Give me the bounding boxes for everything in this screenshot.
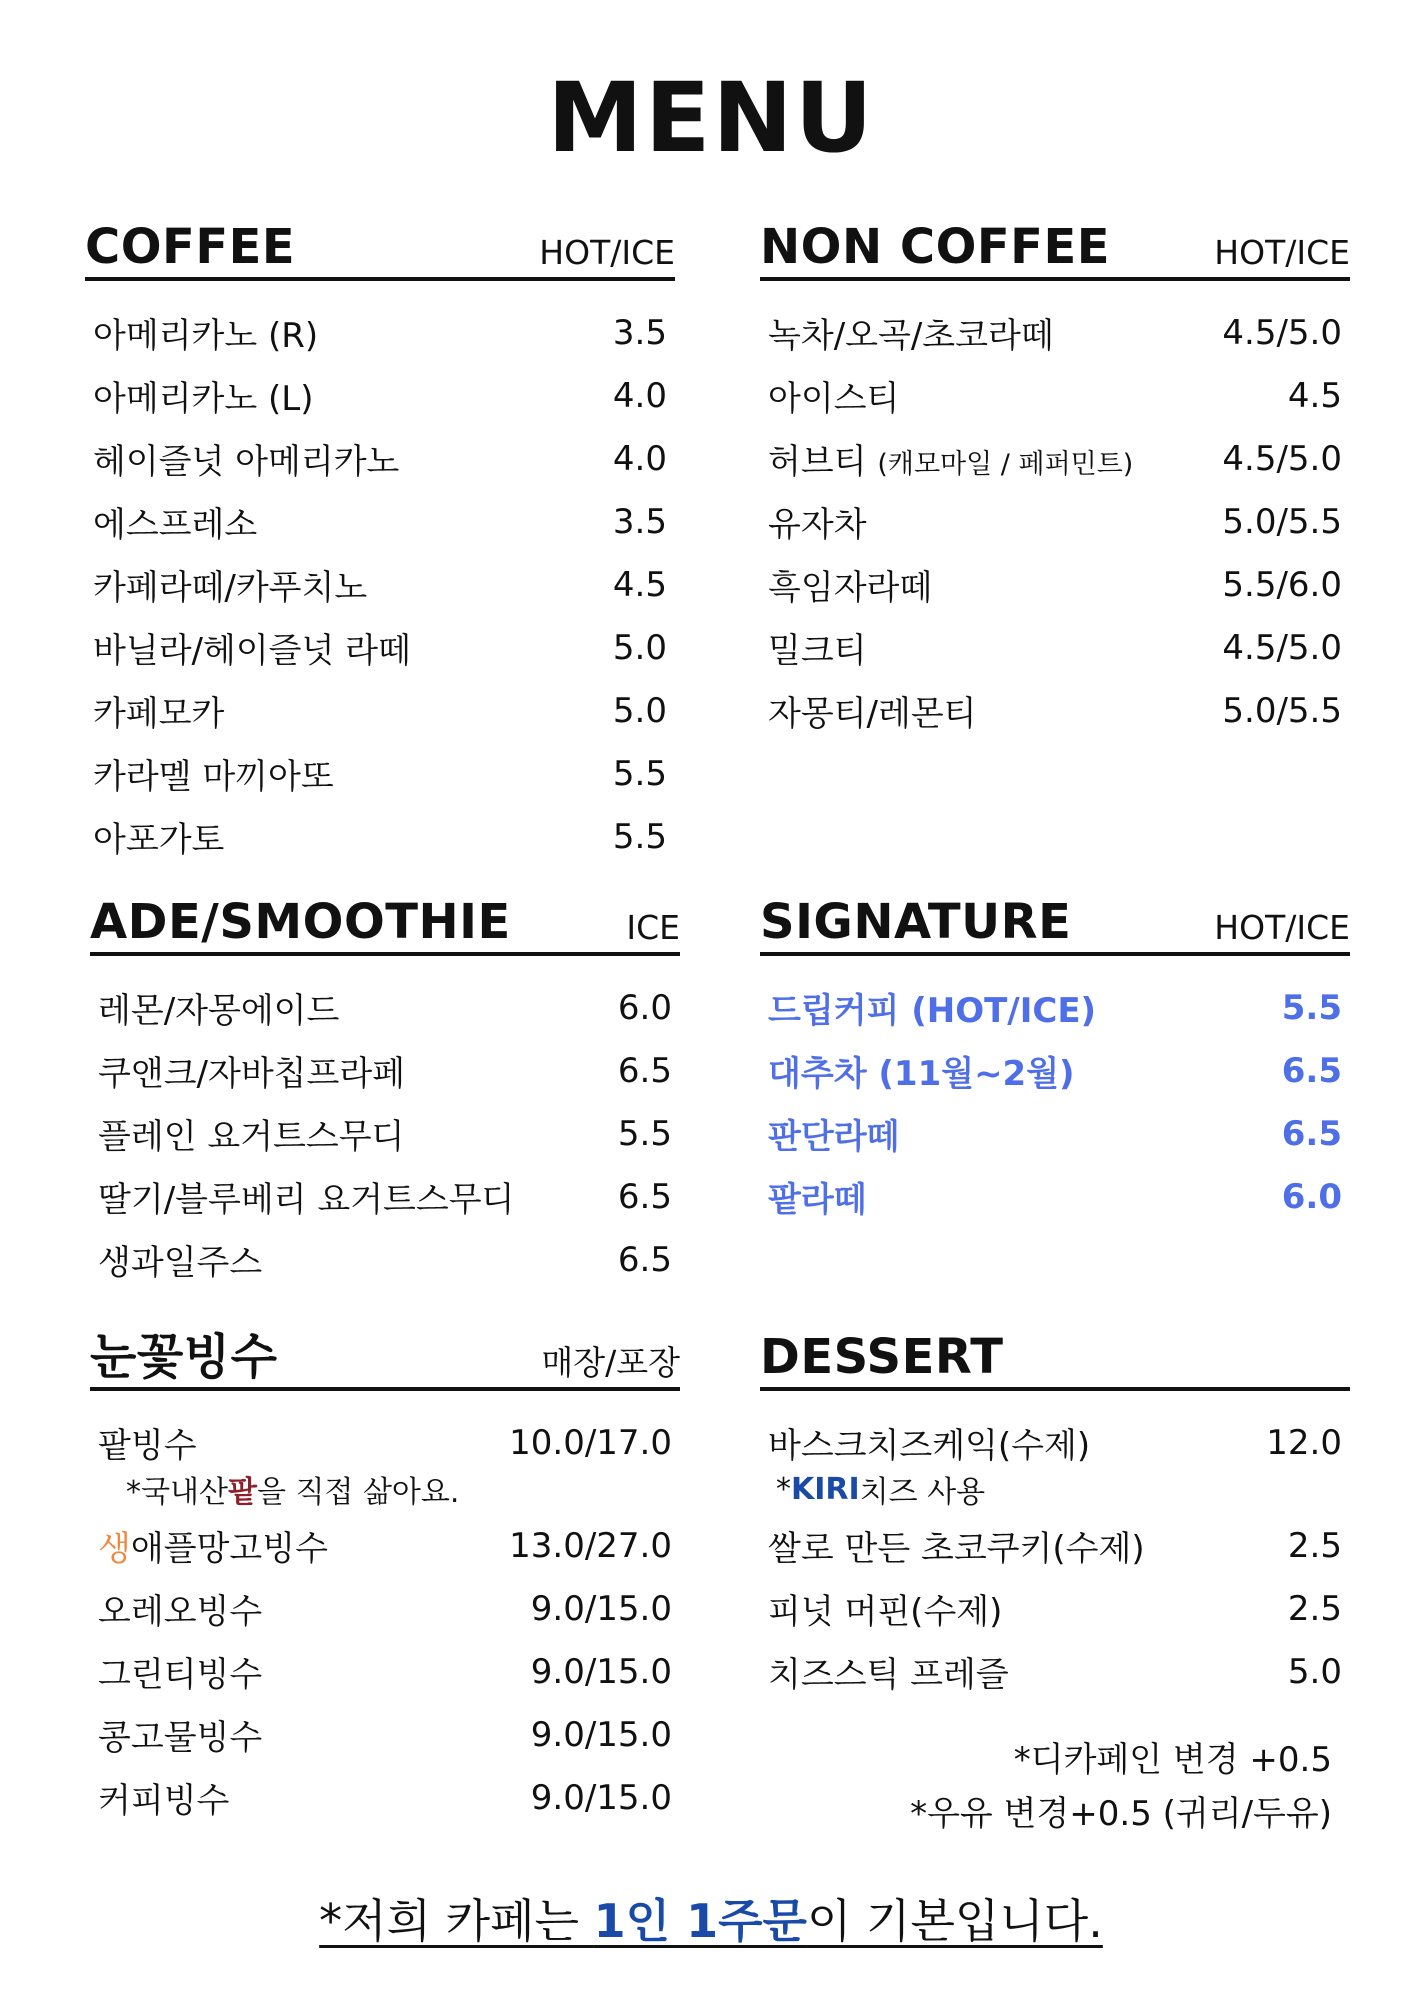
item-price: 6.5 [1281,1113,1342,1154]
coffee-item [85,805,675,868]
item-price: 4.5/5.0 [1222,438,1342,479]
signature-item [760,1039,1350,1102]
dessert-section [760,1325,1350,1703]
item-price: 6.0 [617,987,672,1028]
item-name: 플레인 요거트스무디 [98,1117,405,1157]
fresh-highlight: 생 [98,1529,131,1569]
milk-note: *우유 변경+0.5 (귀리/두유) [910,1794,1332,1834]
coffee-item [85,553,675,616]
signature-temp-label: HOT/ICE [1214,908,1350,947]
item-name: 커피빙수 [98,1781,230,1821]
item-name: 팥빙수 [98,1426,197,1466]
signature-header [760,890,1350,956]
coffee-item [85,427,675,490]
coffee-item [85,616,675,679]
non-coffee-section [760,215,1350,742]
item-name: 유자차 [768,505,867,545]
item-name: 카페모카 [93,694,225,734]
signature-list [760,976,1350,1228]
signature-title: SIGNATURE [760,894,1072,950]
item-name: 피넛 머핀(수제) [768,1592,1003,1632]
item-price: 10.0/17.0 [509,1422,672,1463]
coffee-item [85,364,675,427]
item-price: 5.5 [612,753,667,794]
item-price: 5.0 [1287,1651,1342,1692]
item-subtext: (캐모마일 / 페퍼민트) [877,449,1134,480]
item-name: 에스프레소 [93,505,258,545]
option-footnotes [910,1733,1332,1841]
non-coffee-title: NON COFFEE [760,219,1111,275]
menu-title: MENU [547,62,875,174]
non-coffee-list [760,301,1350,742]
non-coffee-item [760,616,1350,679]
item-price: 5.0 [612,627,667,668]
item-name: 쿠앤크/자바칩프라페 [98,1054,406,1094]
non-coffee-header [760,215,1350,281]
bingsu-title: 눈꽃빙수 [90,1329,278,1385]
item-price: 13.0/27.0 [509,1525,672,1566]
item-price: 4.5/5.0 [1222,627,1342,668]
ade-item [90,976,680,1039]
coffee-title: COFFEE [85,219,296,275]
item-name: 콩고물빙수 [98,1718,263,1758]
item-price: 9.0/15.0 [530,1777,672,1818]
signature-section [760,890,1350,1228]
item-name: 치즈스틱 프레즐 [768,1655,1009,1695]
item-price: 9.0/15.0 [530,1714,672,1755]
item-name: 판단라떼 [768,1117,900,1157]
item-price: 3.5 [612,501,667,542]
bingsu-item [90,1577,680,1640]
item-price: 4.0 [612,375,667,416]
dessert-header [760,1325,1350,1391]
dessert-note [760,1464,1350,1514]
item-name: 팥라떼 [768,1180,867,1220]
item-price: 5.5 [617,1113,672,1154]
policy-pre: *저희 카페는 [319,1894,594,1948]
item-price: 4.0 [612,438,667,479]
bingsu-item [90,1703,680,1766]
coffee-item [85,742,675,805]
note-text: *국내산 [126,1475,228,1510]
non-coffee-item [760,364,1350,427]
item-price: 5.0 [612,690,667,731]
item-price: 5.0/5.5 [1222,501,1342,542]
coffee-list [85,301,675,868]
bingsu-item [90,1766,680,1829]
item-price: 4.5 [612,564,667,605]
decaf-note: *디카페인 변경 +0.5 [1013,1740,1332,1780]
item-price: 9.0/15.0 [530,1588,672,1629]
item-price: 5.5 [612,816,667,857]
item-name: 자몽티/레몬티 [768,694,977,734]
ade-temp-label: ICE [626,908,680,947]
item-name: 카라멜 마끼아또 [93,757,334,797]
coffee-section [85,215,675,868]
item-price: 6.5 [617,1239,672,1280]
bingsu-header [90,1325,680,1391]
item-name: 흑임자라떼 [768,568,933,608]
item-price: 5.0/5.5 [1222,690,1342,731]
item-price: 4.5 [1287,375,1342,416]
item-price: 6.5 [617,1050,672,1091]
item-price: 2.5 [1287,1525,1342,1566]
note-text: * [776,1471,791,1507]
item-price: 5.5/6.0 [1222,564,1342,605]
non-coffee-item [760,301,1350,364]
ade-header [90,890,680,956]
signature-item [760,976,1350,1039]
note-highlight: 팥 [227,1475,257,1510]
item-name: 쌀로 만든 초코쿠키(수제) [768,1529,1145,1569]
coffee-item [85,490,675,553]
dessert-item [760,1514,1350,1577]
non-coffee-item [760,427,1350,490]
item-name: 헤이즐넛 아메리카노 [93,442,400,482]
item-price: 5.5 [1281,987,1342,1028]
ade-title: ADE/SMOOTHIE [90,894,511,950]
item-price: 3.5 [612,312,667,353]
dessert-title: DESSERT [760,1329,1004,1385]
order-policy [0,1885,1422,1951]
item-name: 허브티 [768,442,867,482]
item-name: 카페라떼/카푸치노 [93,568,368,608]
bingsu-item [90,1514,680,1577]
item-name-rest: 애플망고빙수 [130,1529,328,1569]
item-name: 레몬/자몽에이드 [98,991,340,1031]
item-price: 4.5/5.0 [1222,312,1342,353]
item-name: 녹차/오곡/초코라떼 [768,316,1054,356]
policy-post: 이 기본입니다. [806,1894,1103,1948]
item-name: 밀크티 [768,631,867,671]
coffee-temp-label: HOT/ICE [539,233,675,272]
note-text: 을 직접 삶아요. [256,1475,460,1510]
item-name: 바스크치즈케익(수제) [768,1426,1091,1466]
non-coffee-item [760,490,1350,553]
item-name [98,1521,328,1570]
coffee-header [85,215,675,281]
non-coffee-item [760,553,1350,616]
item-name: 드립커피 (HOT/ICE) [768,991,1097,1031]
item-name: 바닐라/헤이즐넛 라떼 [93,631,411,671]
ade-item [90,1039,680,1102]
item-price: 12.0 [1266,1422,1342,1463]
non-coffee-temp-label: HOT/ICE [1214,233,1350,272]
item-price: 6.5 [617,1176,672,1217]
dessert-item [760,1640,1350,1703]
coffee-item [85,679,675,742]
item-price: 6.0 [1281,1176,1342,1217]
ade-smoothie-section [90,890,680,1291]
signature-item [760,1102,1350,1165]
bingsu-item [90,1640,680,1703]
signature-item [760,1165,1350,1228]
coffee-item [85,301,675,364]
note-text: 치즈 사용 [859,1475,986,1510]
item-name: 아메리카노 (R) [93,316,319,356]
policy-highlight: 1인 1주문 [593,1894,807,1948]
bingsu-note [90,1464,680,1514]
item-name-with-sub [768,434,1133,483]
bingsu-option-label: 매장/포장 [541,1343,680,1382]
item-name: 대추차 (11월~2월) [768,1054,1075,1094]
bingsu-section [90,1325,680,1829]
bingsu-list [90,1411,680,1829]
item-name: 아이스티 [768,379,900,419]
item-name: 생과일주스 [98,1243,263,1283]
item-price: 6.5 [1281,1050,1342,1091]
note-highlight: KIRI [791,1471,860,1507]
order-policy-text [319,1894,1103,1948]
item-name: 딸기/블루베리 요거트스무디 [98,1180,515,1220]
ade-item [90,1165,680,1228]
ade-item [90,1102,680,1165]
dessert-item [760,1577,1350,1640]
item-name: 아포가토 [93,820,225,860]
item-price: 9.0/15.0 [530,1651,672,1692]
non-coffee-item [760,679,1350,742]
item-name: 아메리카노 (L) [93,379,314,419]
ade-item [90,1228,680,1291]
dessert-list [760,1411,1350,1703]
item-price: 2.5 [1287,1588,1342,1629]
ade-list [90,976,680,1291]
item-name: 오레오빙수 [98,1592,263,1632]
item-name: 그린티빙수 [98,1655,263,1695]
